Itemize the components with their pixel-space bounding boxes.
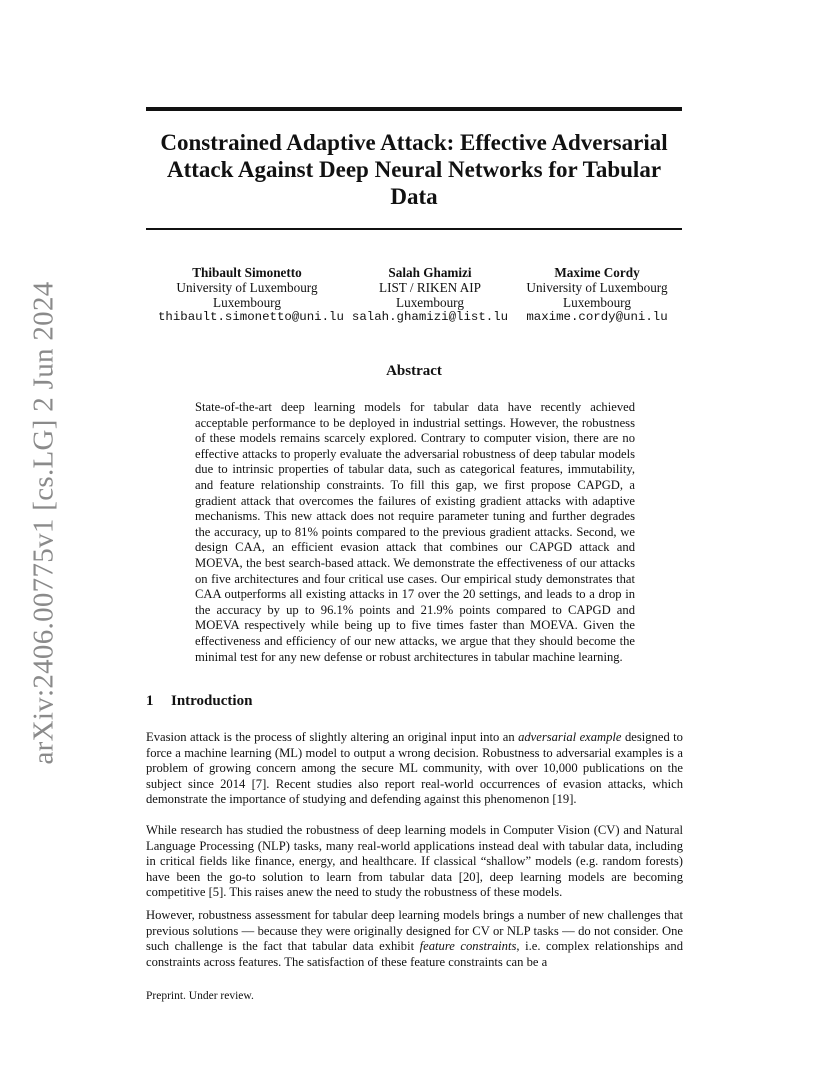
abstract-heading: Abstract — [386, 363, 442, 379]
citation-link[interactable]: [20] — [458, 869, 480, 884]
author-affiliation: University of Luxembourg — [176, 280, 318, 295]
section-heading — [146, 693, 252, 710]
footer-note: Preprint. Under review. — [146, 990, 254, 1002]
paper-title: Constrained Adaptive Attack: Effective Adversarial Attack Against Deep Neural Networks for Tabular Data — [160, 130, 668, 209]
author-email: thibault.simonetto@uni.lu — [158, 310, 344, 324]
title-bottom-rule — [146, 228, 682, 230]
intro-paragraph-2 — [146, 823, 683, 901]
text-span: , deep learning models are becoming competitive — [146, 869, 683, 900]
section-number: 1 — [146, 693, 154, 709]
intro-paragraph-1 — [146, 730, 683, 808]
title-top-rule — [146, 107, 682, 111]
section-title: Introduction — [171, 693, 253, 709]
author-affiliation: University of Luxembourg — [526, 280, 668, 295]
text-span: Evasion attack is the process of slightly altering an original input into an — [146, 730, 519, 744]
text-span: designed to force a machine learning (ML) model to output a wrong decision. Robustness to adversarial examples is a problem of growing concern among the secure ML community, with over 10,000 publications on the subject since 2014 — [146, 730, 683, 791]
abstract-text: State-of-the-art deep learning models for tabular data have recently achieved acceptable performance to be deployed in industrial settings. However, the robustness of these models remains scarcely explored. Contrary to computer vision, there are no effective attacks to properly evaluate the adversarial robustness of deep tabular models due to intrinsic properties of tabular data, such as categorical features, immutability, and feature relationship constraints. To fill this gap, we first propose CAPGD, a gradient attack that overcomes the failures of existing gradient attacks with adaptive mechanisms. This new attack does not require parameter tuning and further degrades the accuracy, up to 81% points compared to the previous gradient attacks. Second, we design CAA, an efficient evasion attack that combines our CAPGD attack and MOEVA, the best search-based attack. We demonstrate the effectiveness of our attacks on five architectures and four critical use cases. Our empirical study demonstrates that CAA outperforms all existing attacks in 17 over the 20 settings, and leads to a drop in the accuracy by up to 96.1% points and 21.9% points compared to CAPGD and MOEVA respectively while being up to five times faster than MOEVA. Given the effectiveness and efficiency of our new attacks, we argue that they should become the minimal test for any new defense or robust architectures in tabular machine learning. — [195, 400, 635, 664]
author-block — [522, 265, 672, 325]
author-block — [158, 265, 344, 325]
author-email: maxime.cordy@uni.lu — [526, 310, 668, 324]
emphasis-text: adversarial example — [518, 730, 622, 744]
text-span: , i.e. complex relationships and constraints across features. The satisfaction of these feature constraints can be a — [146, 939, 683, 969]
author-name: Salah Ghamizi — [388, 265, 472, 280]
author-name: Thibault Simonetto — [192, 265, 302, 280]
text-span: However, robustness assessment for tabular deep learning models brings a number of new challenges that previous solutions — because they were originally designed for CV or NLP tasks — do not consider. One such challenge is the fact that tabular data exhibit — [146, 908, 683, 954]
emphasis-text: feature constraints — [419, 939, 517, 954]
arxiv-identifier: arXiv:2406.00775v1 [cs.LG] 2 Jun 2024 — [27, 281, 60, 765]
citation-link[interactable]: [7] — [251, 776, 267, 791]
text-span: . — [573, 792, 577, 807]
citation-link[interactable]: [5] — [208, 885, 224, 900]
author-location: Luxembourg — [563, 295, 631, 310]
author-block — [350, 265, 510, 325]
author-affiliation: LIST / RIKEN AIP — [379, 280, 481, 295]
author-location: Luxembourg — [213, 295, 281, 310]
text-span: . Recent studies also report real-world occurrences of evasion attacks, which demonstrate the importance of studying and defending against this phenomenon — [146, 776, 683, 807]
text-span: While research has studied the robustness of deep learning models in Computer Vision (CV) and Natural Language Processing (NLP) tasks, many real-world applications instead deal with tabular data, including in critical fields like finance, energy, and healthcare. If classical “shallow” models (e.g. random forests) have been the go-to solution to learn from tabular data — [146, 823, 683, 884]
text-span: . This raises anew the need to study the robustness of these models. — [223, 885, 563, 900]
author-email: salah.ghamizi@list.lu — [351, 310, 509, 324]
intro-paragraph-3 — [146, 908, 683, 970]
author-name: Maxime Cordy — [554, 265, 640, 280]
citation-link[interactable]: [19] — [552, 792, 574, 807]
author-location: Luxembourg — [396, 295, 464, 310]
